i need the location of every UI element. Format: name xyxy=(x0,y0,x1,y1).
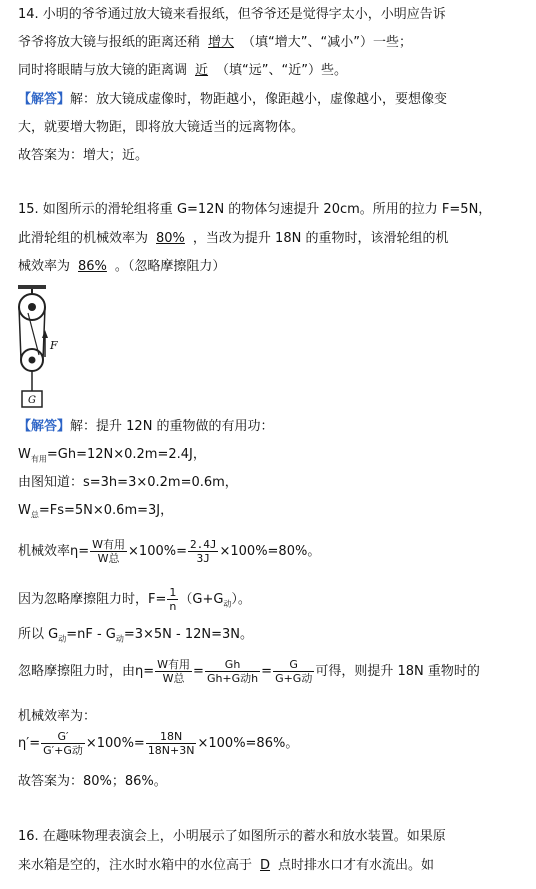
fraction: $\frac{2.4J}{3J}$ xyxy=(189,538,217,565)
q15-new-efficiency: η′= $\frac{G'}{\text{G′+G动}}$ ×100%= $\frac{18N}{18N+3N}$ ×100%=86%。 xyxy=(18,730,299,757)
fraction: $\frac{Gh}{\text{Gh+G动h}}$ xyxy=(206,658,259,685)
q14-line-1: 14. 小明的爷爷通过放大镜来看报纸，但爷爷还是觉得字太小，小明应告诉 xyxy=(18,7,446,22)
q15-solution-tag: 【解答】 xyxy=(18,419,71,434)
q16-line-2: 来水箱是空的，注水时水箱中的水位高于 D 点时排水口才有水流出。如 xyxy=(18,858,435,873)
q15-total-work: $W_总=Fs=5N\times 0.6m=3J$， xyxy=(18,503,174,520)
q14-solution-line-1: 【解答】解：放大镜成虚像时，物距越小，像距越小，虚像越小，要想像变 xyxy=(18,92,448,107)
force-label: F xyxy=(50,339,58,352)
force-arrow-head xyxy=(42,330,48,338)
q15-distance: 由图知道：s=3h=3×0.2m=0.6m， xyxy=(18,475,238,490)
fraction: $\frac{G'}{\text{G′+G动}}$ xyxy=(43,730,83,757)
q15-efficiency-derivation: 忽略摩擦阻力时，由η= $\frac{\text{W有用}}{\text{W总}}$ = $\frac{Gh}{\text{Gh+G动h}}$ = $\frac{G}{\text{G+G动}}$ 可得，则提升 18N 重物时的 xyxy=(18,658,480,685)
q15-useful-work: $W_{有用}=Gh=12N\times 0.2m=2.4J$， xyxy=(18,447,206,464)
q14-line-3: 同时将眼睛与放大镜的距离调 近 （填“远”、“近”）些。 xyxy=(18,63,347,78)
q14-answer-1: 增大 xyxy=(208,35,235,50)
fraction: $\frac{1}{n}$ xyxy=(169,586,177,613)
q15-answer-2: 86% xyxy=(78,259,107,274)
q15-line-3: 械效率为 86% 。（忽略摩擦阻力） xyxy=(18,259,226,274)
load-label: G xyxy=(28,395,36,406)
fraction: $\frac{\text{W有用}}{\text{W总}}$ xyxy=(92,538,126,565)
q16-line-1: 16. 在趣味物理表演会上，小明展示了如图所示的蓄水和放水装置。如果原 xyxy=(18,829,446,844)
q15-line-1: 15. 如图所示的滑轮组将重 G=12N 的物体匀速提升 20cm。所用的拉力 F=5N， xyxy=(18,202,492,217)
q14-solution-line-2: 大，就要增大物距，即将放大镜适当的远离物体。 xyxy=(18,120,305,135)
pulley-system-figure xyxy=(14,283,74,411)
q15-answer-line: 故答案为：80%；86%。 xyxy=(18,774,167,789)
fraction: $\frac{\text{W有用}}{\text{W总}}$ xyxy=(157,658,191,685)
q15-efficiency-label: 机械效率为： xyxy=(18,709,97,724)
fixed-pulley-axle xyxy=(28,303,36,311)
q16-answer-1: D xyxy=(260,858,271,873)
fraction: $\frac{G}{\text{G+G动}}$ xyxy=(275,658,313,685)
fraction: $\frac{18N}{18N+3N}$ xyxy=(147,730,195,757)
q15-efficiency-formula: 机械效率η= $\frac{\text{W有用}}{\text{W总}}$ ×100%= $\frac{2.4J}{3J}$ ×100%=80%。 xyxy=(18,538,321,565)
q14-line-2: 爷爷将放大镜与报纸的距离还稍 增大 （填“增大”、“减小”）一些； xyxy=(18,35,412,50)
q15-solution-line-1: 【解答】解：提升 12N 的重物做的有用功： xyxy=(18,419,274,434)
q15-line-2: 此滑轮组的机械效率为 80% ，当改为提升 18N 的重物时，该滑轮组的机 xyxy=(18,231,449,246)
q14-solution-tag: 【解答】 xyxy=(18,92,71,107)
ceiling-support xyxy=(18,285,46,289)
q14-answer-2: 近 xyxy=(195,63,209,78)
movable-pulley-axle xyxy=(29,357,36,364)
q15-pulley-weight: 所以 $G_动=nF - G_动=3\times 5N - 12N=3N$。 xyxy=(18,627,254,644)
q15-answer-1: 80% xyxy=(156,231,185,246)
q14-answer-line: 故答案为：增大；近。 xyxy=(18,148,149,163)
q15-force-formula: 因为忽略摩擦阻力时，F= $\frac{1}{n}$ $(G+G_动)$。 xyxy=(18,586,251,613)
